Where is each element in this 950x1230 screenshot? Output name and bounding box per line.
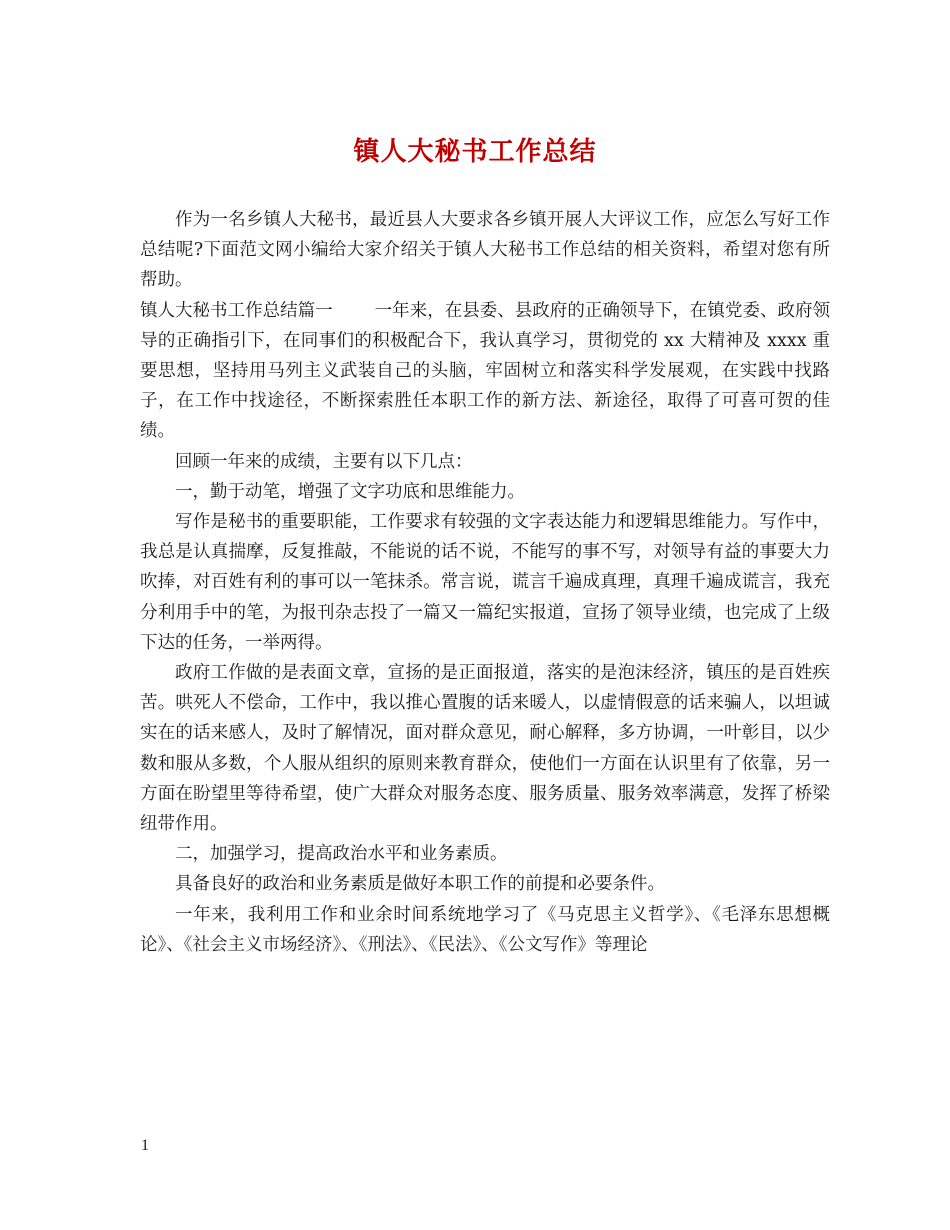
document-body [140,205,830,960]
section-heading: 镇人大秘书工作总结篇一 [140,300,333,321]
paragraph-study: 一年来，我利用工作和业余时间系统地学习了《马克思主义哲学》、《毛泽东思想概论》、《社会主义市场经济》、《刑法》、《民法》、《公文写作》等理论 [140,904,830,955]
paragraph-section-one [140,296,830,447]
paragraph-point-two: 二，加强学习，提高政治水平和业务素质。 [175,844,508,865]
paragraph-review: 回顾一年来的成绩，主要有以下几点： [175,451,473,472]
section-one-text: 一年来，在县委、县政府的正确领导下，在镇党委、政府领导的正确指引下，在同事们的积极配合下，我认真学习，贯彻党的 xx 大精神及 xxxx 重要思想，坚持用马列主义武装自己的头脑，牢固树立和落实科学发展观，在实践中找路子，在工作中找途径，不断探索胜任本职工作的新方法、新途径，取得了可喜可贺的佳绩。 [140,300,831,442]
paragraph-point-one: 一，勤于动笔，增强了文字功底和思维能力。 [175,481,525,502]
page-number: 1 [141,1137,149,1154]
paragraph-government-work: 政府工作做的是表面文章，宣扬的是正面报道，落实的是泡沫经济，镇压的是百姓疾苦。哄死人不偿命，工作中，我以推心置腹的话来暖人，以虚情假意的话来骗人，以坦诚实在的话来感人，及时了解情况，面对群众意见，耐心解释，多方协调，一叶彰目，以少数和服从多数，个人服从组织的原则来教育群众，使他们一方面在认识里有了依靠，另一方面在盼望里等待希望，使广大群众对服务态度、服务质量、服务效率满意，发挥了桥梁纽带作用。 [140,663,830,835]
document-title: 镇人大秘书工作总结 [353,137,597,167]
paragraph-intro: 作为一名乡镇人大秘书，最近县人大要求各乡镇开展人大评议工作，应怎么写好工作总结呢?下面范文网小编给大家介绍关于镇人大秘书工作总结的相关资料，希望对您有所帮助。 [140,210,830,291]
paragraph-qualities: 具备良好的政治和业务素质是做好本职工作的前提和必要条件。 [175,874,665,895]
paragraph-writing: 写作是秘书的重要职能，工作要求有较强的文字表达能力和逻辑思维能力。写作中，我总是认真揣摩，反复推敲，不能说的话不说，不能写的事不写，对领导有益的事要大力吹捧，对百姓有利的事可以一笔抹杀。常言说，谎言千遍成真理，真理千遍成谎言，我充分利用手中的笔，为报刊杂志投了一篇又一篇纪实报道，宣扬了领导业绩，也完成了上级下达的任务，一举两得。 [140,512,830,653]
